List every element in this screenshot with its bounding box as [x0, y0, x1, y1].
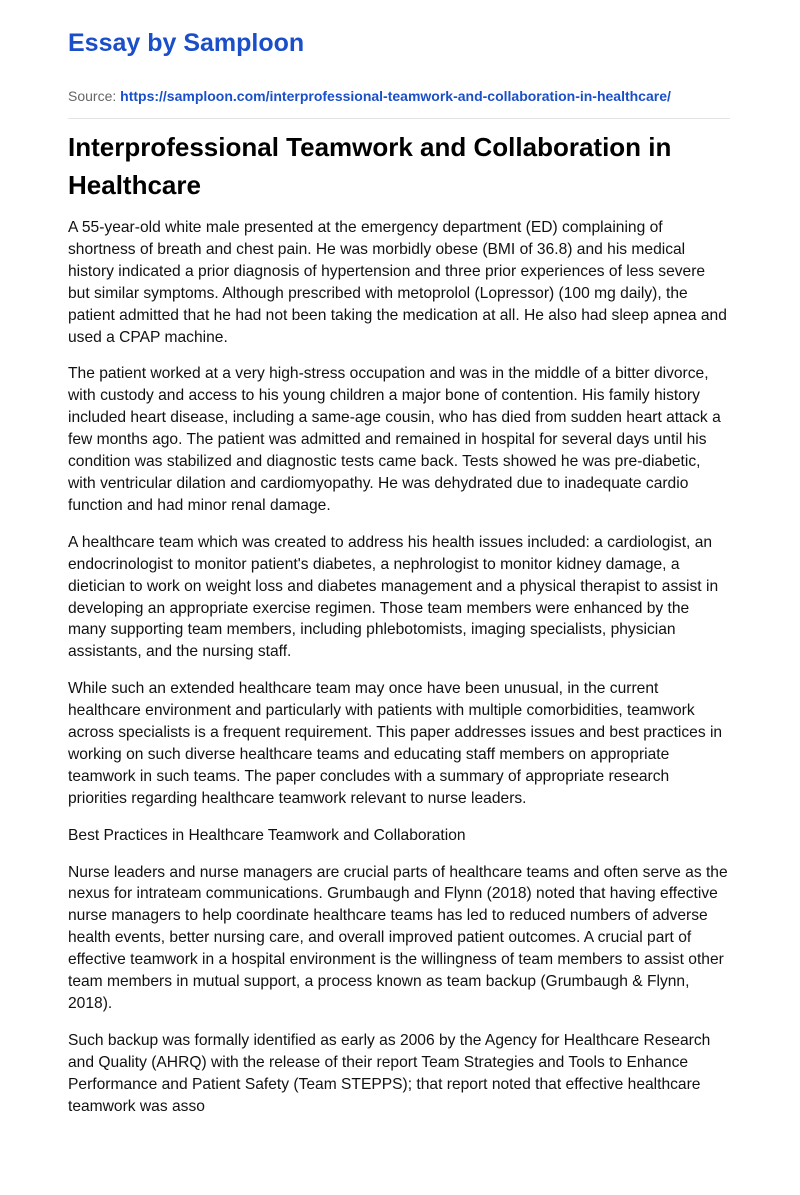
section-heading: Best Practices in Healthcare Teamwork and Collaboration	[68, 826, 466, 844]
site-brand: Essay by Samploon	[68, 29, 305, 57]
paragraph: Nurse leaders and nurse managers are crucial parts of healthcare teams and often serve as the nexus for intrateam communications. Grumbaugh and Flynn (2018) noted that having effective nurse managers to help coordinate healthcare teams has led to reduced numbers of adverse health events, better nursing care, and overall improved patient outcomes. A crucial part of effective teamwork in a hospital environment is the willingness of team members to assist other team members in mutual support, a process known as team backup (Grumbaugh & Flynn, 2018).	[68, 863, 728, 1012]
source-label: Source:	[68, 88, 117, 104]
paragraph: The patient worked at a very high-stress occupation and was in the middle of a bitter divorce, with custody and access to his young children a major bone of contention. His family history included heart disease, including a same-age cousin, who has died from sudden heart attack a few months ago. The patient was admitted and remained in hospital for several days until his condition was stabilized and diagnostic tests came back. Tests showed he was pre-diabetic, with ventricular dilation and cardiomyopathy. He was dehydrated due to inadequate cardio function and had minor renal damage.	[68, 365, 721, 514]
source-link[interactable]: https://samploon.com/interprofessional-teamwork-and-collaboration-in-healthcare/	[120, 88, 671, 104]
paragraph: While such an extended healthcare team may once have been unusual, in the current healthcare environment and particularly with patients with multiple comorbidities, teamwork across specialists is a frequent requirement. This paper addresses issues and best practices in working on such diverse healthcare teams and educating staff members on appropriate teamwork in such teams. The paper concludes with a summary of appropriate research priorities regarding healthcare teamwork relevant to nurse leaders.	[68, 680, 723, 807]
divider	[68, 118, 730, 119]
paragraph: A 55-year-old white male presented at the emergency department (ED) complaining of shortness of breath and chest pain. He was morbidly obese (BMI of 36.8) and his medical history indicated a prior diagnosis of hypertension and three prior experiences of less severe but similar symptoms. Although prescribed with metoprolol (Lopressor) (100 mg daily), the patient admitted that he had not been taking the medication at all. He also had sleep apnea and used a CPAP machine.	[68, 219, 727, 346]
source-line	[68, 87, 730, 105]
paragraph: A healthcare team which was created to address his health issues included: a cardiologist, an endocrinologist to monitor patient's diabetes, a nephrologist to monitor kidney damage, a dietician to work on weight loss and diabetes management and a physical therapist to assist in developing an appropriate exercise regimen. Those team members were enhanced by the many supporting team members, including phlebotomists, imaging specialists, physician assistants, and the nursing staff.	[68, 533, 719, 661]
essay-title: Interprofessional Teamwork and Collaboration in Healthcare	[68, 132, 672, 200]
paragraph: Such backup was formally identified as early as 2006 by the Agency for Healthcare Research and Quality (AHRQ) with the release of their report Team Strategies and Tools to Enhance Performance and Patient Safety (Team STEPPS); that report noted that effective healthcare teamwork was asso	[68, 1031, 711, 1115]
